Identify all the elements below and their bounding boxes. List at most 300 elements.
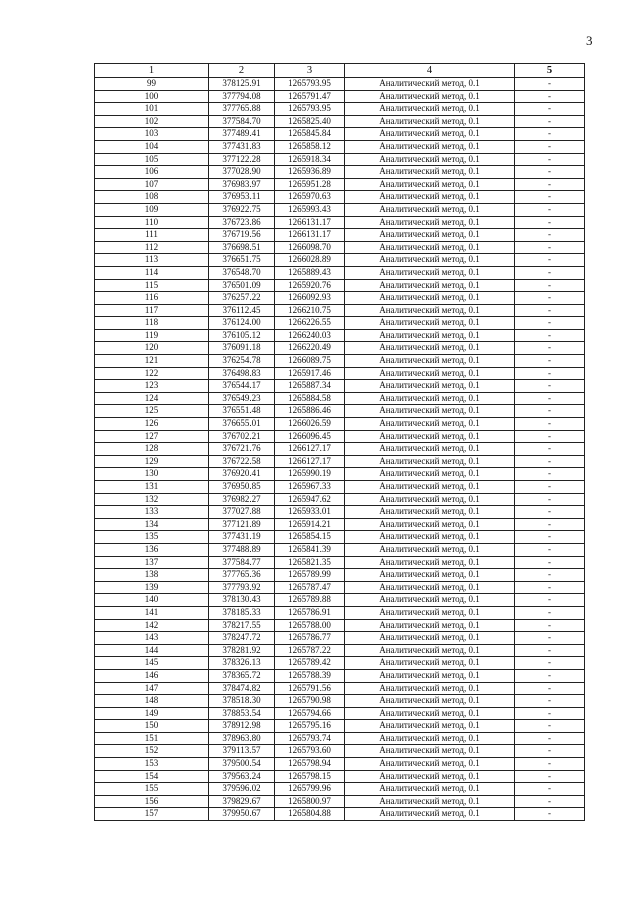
point-number-cell: 141 [95, 606, 209, 619]
y-coordinate-cell: 1265789.88 [275, 594, 345, 607]
extra-cell: - [515, 455, 585, 468]
method-cell: Аналитический метод, 0.1 [345, 203, 515, 216]
x-coordinate-cell: 377028.90 [209, 166, 275, 179]
point-number-cell: 106 [95, 166, 209, 179]
table-row [95, 430, 585, 443]
extra-cell: - [515, 783, 585, 796]
x-coordinate-cell: 377793.92 [209, 581, 275, 594]
x-coordinate-cell: 376655.01 [209, 418, 275, 431]
method-cell: Аналитический метод, 0.1 [345, 594, 515, 607]
point-number-cell: 147 [95, 682, 209, 695]
x-coordinate-cell: 376722.58 [209, 455, 275, 468]
extra-cell: - [515, 732, 585, 745]
x-coordinate-cell: 378130.43 [209, 594, 275, 607]
y-coordinate-cell: 1266028.89 [275, 254, 345, 267]
x-coordinate-cell: 376124.00 [209, 317, 275, 330]
x-coordinate-cell: 376254.78 [209, 355, 275, 368]
point-number-cell: 143 [95, 632, 209, 645]
extra-cell: - [515, 669, 585, 682]
table-body [95, 78, 585, 821]
y-coordinate-cell: 1265821.35 [275, 556, 345, 569]
point-number-cell: 140 [95, 594, 209, 607]
extra-cell: - [515, 682, 585, 695]
method-cell: Аналитический метод, 0.1 [345, 443, 515, 456]
y-coordinate-cell: 1265967.33 [275, 481, 345, 494]
method-cell: Аналитический метод, 0.1 [345, 279, 515, 292]
y-coordinate-cell: 1265804.88 [275, 808, 345, 821]
table-row [95, 229, 585, 242]
table-row [95, 808, 585, 821]
extra-cell: - [515, 707, 585, 720]
extra-cell: - [515, 481, 585, 494]
point-number-cell: 139 [95, 581, 209, 594]
method-cell: Аналитический метод, 0.1 [345, 430, 515, 443]
point-number-cell: 155 [95, 783, 209, 796]
point-number-cell: 114 [95, 266, 209, 279]
extra-cell: - [515, 430, 585, 443]
method-cell: Аналитический метод, 0.1 [345, 166, 515, 179]
extra-cell: - [515, 115, 585, 128]
table-row [95, 241, 585, 254]
extra-cell: - [515, 103, 585, 116]
method-cell: Аналитический метод, 0.1 [345, 531, 515, 544]
extra-cell: - [515, 518, 585, 531]
y-coordinate-cell: 1265993.43 [275, 203, 345, 216]
table-row [95, 103, 585, 116]
method-cell: Аналитический метод, 0.1 [345, 405, 515, 418]
x-coordinate-cell: 376501.09 [209, 279, 275, 292]
method-cell: Аналитический метод, 0.1 [345, 707, 515, 720]
method-cell: Аналитический метод, 0.1 [345, 292, 515, 305]
point-number-cell: 128 [95, 443, 209, 456]
x-coordinate-cell: 376950.85 [209, 481, 275, 494]
y-coordinate-cell: 1266131.17 [275, 229, 345, 242]
table-header [95, 64, 585, 78]
method-cell: Аналитический метод, 0.1 [345, 455, 515, 468]
extra-cell: - [515, 178, 585, 191]
method-cell: Аналитический метод, 0.1 [345, 342, 515, 355]
point-number-cell: 122 [95, 367, 209, 380]
method-cell: Аналитический метод, 0.1 [345, 619, 515, 632]
y-coordinate-cell: 1265798.94 [275, 758, 345, 771]
extra-cell: - [515, 443, 585, 456]
method-cell: Аналитический метод, 0.1 [345, 229, 515, 242]
table-row [95, 418, 585, 431]
point-number-cell: 131 [95, 481, 209, 494]
point-number-cell: 153 [95, 758, 209, 771]
y-coordinate-cell: 1265858.12 [275, 140, 345, 153]
method-cell: Аналитический метод, 0.1 [345, 783, 515, 796]
method-cell: Аналитический метод, 0.1 [345, 745, 515, 758]
table-row [95, 619, 585, 632]
method-cell: Аналитический метод, 0.1 [345, 606, 515, 619]
y-coordinate-cell: 1265845.84 [275, 128, 345, 141]
point-number-cell: 127 [95, 430, 209, 443]
point-number-cell: 130 [95, 468, 209, 481]
x-coordinate-cell: 376719.56 [209, 229, 275, 242]
y-coordinate-cell: 1265884.58 [275, 392, 345, 405]
table-row [95, 644, 585, 657]
method-cell: Аналитический метод, 0.1 [345, 795, 515, 808]
y-coordinate-cell: 1265794.66 [275, 707, 345, 720]
y-coordinate-cell: 1266210.75 [275, 304, 345, 317]
method-cell: Аналитический метод, 0.1 [345, 78, 515, 91]
x-coordinate-cell: 379829.67 [209, 795, 275, 808]
x-coordinate-cell: 377584.70 [209, 115, 275, 128]
method-cell: Аналитический метод, 0.1 [345, 153, 515, 166]
coordinates-table [94, 63, 585, 821]
method-cell: Аналитический метод, 0.1 [345, 128, 515, 141]
extra-cell: - [515, 506, 585, 519]
table-row [95, 292, 585, 305]
table-row [95, 481, 585, 494]
y-coordinate-cell: 1265970.63 [275, 191, 345, 204]
extra-cell: - [515, 695, 585, 708]
x-coordinate-cell: 378365.72 [209, 669, 275, 682]
y-coordinate-cell: 1265917.46 [275, 367, 345, 380]
point-number-cell: 121 [95, 355, 209, 368]
y-coordinate-cell: 1265793.60 [275, 745, 345, 758]
x-coordinate-cell: 376105.12 [209, 329, 275, 342]
x-coordinate-cell: 376112.45 [209, 304, 275, 317]
point-number-cell: 149 [95, 707, 209, 720]
y-coordinate-cell: 1265854.15 [275, 531, 345, 544]
method-cell: Аналитический метод, 0.1 [345, 644, 515, 657]
method-cell: Аналитический метод, 0.1 [345, 657, 515, 670]
point-number-cell: 113 [95, 254, 209, 267]
extra-cell: - [515, 166, 585, 179]
extra-cell: - [515, 720, 585, 733]
y-coordinate-cell: 1265920.76 [275, 279, 345, 292]
extra-cell: - [515, 758, 585, 771]
table-row [95, 317, 585, 330]
extra-cell: - [515, 241, 585, 254]
point-number-cell: 103 [95, 128, 209, 141]
point-number-cell: 150 [95, 720, 209, 733]
table-row [95, 367, 585, 380]
x-coordinate-cell: 376698.51 [209, 241, 275, 254]
method-cell: Аналитический метод, 0.1 [345, 367, 515, 380]
table-row [95, 556, 585, 569]
extra-cell: - [515, 203, 585, 216]
point-number-cell: 111 [95, 229, 209, 242]
point-number-cell: 125 [95, 405, 209, 418]
extra-cell: - [515, 128, 585, 141]
x-coordinate-cell: 378281.92 [209, 644, 275, 657]
method-cell: Аналитический метод, 0.1 [345, 682, 515, 695]
point-number-cell: 119 [95, 329, 209, 342]
table-row [95, 78, 585, 91]
y-coordinate-cell: 1266131.17 [275, 216, 345, 229]
y-coordinate-cell: 1265786.91 [275, 606, 345, 619]
method-cell: Аналитический метод, 0.1 [345, 178, 515, 191]
x-coordinate-cell: 376721.76 [209, 443, 275, 456]
extra-cell: - [515, 531, 585, 544]
extra-cell: - [515, 191, 585, 204]
table-row [95, 342, 585, 355]
method-cell: Аналитический метод, 0.1 [345, 103, 515, 116]
point-number-cell: 118 [95, 317, 209, 330]
column-header-3: 3 [275, 64, 345, 78]
point-number-cell: 136 [95, 543, 209, 556]
method-cell: Аналитический метод, 0.1 [345, 543, 515, 556]
table-row [95, 266, 585, 279]
method-cell: Аналитический метод, 0.1 [345, 770, 515, 783]
table-row [95, 254, 585, 267]
y-coordinate-cell: 1265800.97 [275, 795, 345, 808]
extra-cell: - [515, 569, 585, 582]
extra-cell: - [515, 632, 585, 645]
point-number-cell: 102 [95, 115, 209, 128]
x-coordinate-cell: 376953.11 [209, 191, 275, 204]
method-cell: Аналитический метод, 0.1 [345, 493, 515, 506]
extra-cell: - [515, 493, 585, 506]
table-row [95, 657, 585, 670]
extra-cell: - [515, 418, 585, 431]
point-number-cell: 146 [95, 669, 209, 682]
table-row [95, 329, 585, 342]
table-row [95, 468, 585, 481]
method-cell: Аналитический метод, 0.1 [345, 758, 515, 771]
x-coordinate-cell: 376983.97 [209, 178, 275, 191]
extra-cell: - [515, 795, 585, 808]
extra-cell: - [515, 581, 585, 594]
y-coordinate-cell: 1266096.45 [275, 430, 345, 443]
x-coordinate-cell: 376702.21 [209, 430, 275, 443]
extra-cell: - [515, 216, 585, 229]
table-row [95, 531, 585, 544]
point-number-cell: 108 [95, 191, 209, 204]
method-cell: Аналитический метод, 0.1 [345, 140, 515, 153]
y-coordinate-cell: 1265799.96 [275, 783, 345, 796]
x-coordinate-cell: 377121.89 [209, 518, 275, 531]
point-number-cell: 156 [95, 795, 209, 808]
method-cell: Аналитический метод, 0.1 [345, 808, 515, 821]
y-coordinate-cell: 1266026.59 [275, 418, 345, 431]
extra-cell: - [515, 392, 585, 405]
x-coordinate-cell: 377584.77 [209, 556, 275, 569]
extra-cell: - [515, 266, 585, 279]
extra-cell: - [515, 140, 585, 153]
table-row [95, 493, 585, 506]
x-coordinate-cell: 377488.89 [209, 543, 275, 556]
x-coordinate-cell: 376498.83 [209, 367, 275, 380]
y-coordinate-cell: 1265789.99 [275, 569, 345, 582]
x-coordinate-cell: 376723.86 [209, 216, 275, 229]
x-coordinate-cell: 379563.24 [209, 770, 275, 783]
y-coordinate-cell: 1265990.19 [275, 468, 345, 481]
extra-cell: - [515, 380, 585, 393]
table-row [95, 216, 585, 229]
y-coordinate-cell: 1265788.39 [275, 669, 345, 682]
extra-cell: - [515, 78, 585, 91]
extra-cell: - [515, 808, 585, 821]
point-number-cell: 134 [95, 518, 209, 531]
point-number-cell: 145 [95, 657, 209, 670]
table-row [95, 380, 585, 393]
method-cell: Аналитический метод, 0.1 [345, 581, 515, 594]
point-number-cell: 99 [95, 78, 209, 91]
page-number: 3 [586, 33, 593, 48]
y-coordinate-cell: 1265788.00 [275, 619, 345, 632]
x-coordinate-cell: 377794.08 [209, 90, 275, 103]
point-number-cell: 117 [95, 304, 209, 317]
method-cell: Аналитический метод, 0.1 [345, 518, 515, 531]
point-number-cell: 120 [95, 342, 209, 355]
y-coordinate-cell: 1265889.43 [275, 266, 345, 279]
table-row [95, 594, 585, 607]
y-coordinate-cell: 1265951.28 [275, 178, 345, 191]
extra-cell: - [515, 153, 585, 166]
table-row [95, 720, 585, 733]
x-coordinate-cell: 378185.33 [209, 606, 275, 619]
x-coordinate-cell: 378125.91 [209, 78, 275, 91]
table-row [95, 279, 585, 292]
x-coordinate-cell: 376551.48 [209, 405, 275, 418]
y-coordinate-cell: 1265786.77 [275, 632, 345, 645]
y-coordinate-cell: 1265947.62 [275, 493, 345, 506]
method-cell: Аналитический метод, 0.1 [345, 481, 515, 494]
method-cell: Аналитический метод, 0.1 [345, 732, 515, 745]
extra-cell: - [515, 543, 585, 556]
point-number-cell: 137 [95, 556, 209, 569]
x-coordinate-cell: 376920.41 [209, 468, 275, 481]
method-cell: Аналитический метод, 0.1 [345, 317, 515, 330]
table-row [95, 506, 585, 519]
extra-cell: - [515, 556, 585, 569]
extra-cell: - [515, 606, 585, 619]
method-cell: Аналитический метод, 0.1 [345, 216, 515, 229]
method-cell: Аналитический метод, 0.1 [345, 556, 515, 569]
point-number-cell: 135 [95, 531, 209, 544]
x-coordinate-cell: 376548.70 [209, 266, 275, 279]
x-coordinate-cell: 377122.28 [209, 153, 275, 166]
table-row [95, 455, 585, 468]
y-coordinate-cell: 1265795.16 [275, 720, 345, 733]
table-row [95, 166, 585, 179]
x-coordinate-cell: 378853.54 [209, 707, 275, 720]
extra-cell: - [515, 355, 585, 368]
point-number-cell: 157 [95, 808, 209, 821]
y-coordinate-cell: 1265793.95 [275, 78, 345, 91]
table-row [95, 707, 585, 720]
y-coordinate-cell: 1266092.93 [275, 292, 345, 305]
method-cell: Аналитический метод, 0.1 [345, 304, 515, 317]
x-coordinate-cell: 378912.98 [209, 720, 275, 733]
point-number-cell: 154 [95, 770, 209, 783]
column-header-5: 5 [515, 64, 585, 78]
point-number-cell: 132 [95, 493, 209, 506]
method-cell: Аналитический метод, 0.1 [345, 380, 515, 393]
table-row [95, 128, 585, 141]
method-cell: Аналитический метод, 0.1 [345, 418, 515, 431]
extra-cell: - [515, 342, 585, 355]
method-cell: Аналитический метод, 0.1 [345, 266, 515, 279]
table-row [95, 355, 585, 368]
column-header-4: 4 [345, 64, 515, 78]
point-number-cell: 152 [95, 745, 209, 758]
method-cell: Аналитический метод, 0.1 [345, 468, 515, 481]
y-coordinate-cell: 1266127.17 [275, 443, 345, 456]
table-row [95, 732, 585, 745]
table-row [95, 518, 585, 531]
extra-cell: - [515, 90, 585, 103]
x-coordinate-cell: 376544.17 [209, 380, 275, 393]
table-row [95, 581, 585, 594]
x-coordinate-cell: 377489.41 [209, 128, 275, 141]
table-row [95, 191, 585, 204]
table-row [95, 392, 585, 405]
extra-cell: - [515, 770, 585, 783]
table-row [95, 543, 585, 556]
method-cell: Аналитический метод, 0.1 [345, 695, 515, 708]
extra-cell: - [515, 329, 585, 342]
point-number-cell: 126 [95, 418, 209, 431]
x-coordinate-cell: 377765.36 [209, 569, 275, 582]
point-number-cell: 107 [95, 178, 209, 191]
point-number-cell: 115 [95, 279, 209, 292]
point-number-cell: 112 [95, 241, 209, 254]
point-number-cell: 104 [95, 140, 209, 153]
point-number-cell: 129 [95, 455, 209, 468]
x-coordinate-cell: 377431.19 [209, 531, 275, 544]
x-coordinate-cell: 376651.75 [209, 254, 275, 267]
x-coordinate-cell: 378518.30 [209, 695, 275, 708]
table-row [95, 405, 585, 418]
method-cell: Аналитический метод, 0.1 [345, 720, 515, 733]
extra-cell: - [515, 304, 585, 317]
table-row [95, 569, 585, 582]
point-number-cell: 105 [95, 153, 209, 166]
y-coordinate-cell: 1266127.17 [275, 455, 345, 468]
x-coordinate-cell: 376922.75 [209, 203, 275, 216]
point-number-cell: 109 [95, 203, 209, 216]
table-row [95, 606, 585, 619]
y-coordinate-cell: 1266220.49 [275, 342, 345, 355]
table-row [95, 140, 585, 153]
extra-cell: - [515, 367, 585, 380]
extra-cell: - [515, 317, 585, 330]
y-coordinate-cell: 1265933.01 [275, 506, 345, 519]
point-number-cell: 123 [95, 380, 209, 393]
y-coordinate-cell: 1265790.98 [275, 695, 345, 708]
method-cell: Аналитический метод, 0.1 [345, 392, 515, 405]
table-row [95, 695, 585, 708]
extra-cell: - [515, 292, 585, 305]
extra-cell: - [515, 254, 585, 267]
method-cell: Аналитический метод, 0.1 [345, 355, 515, 368]
table-row [95, 770, 585, 783]
x-coordinate-cell: 376257.22 [209, 292, 275, 305]
method-cell: Аналитический метод, 0.1 [345, 632, 515, 645]
point-number-cell: 138 [95, 569, 209, 582]
y-coordinate-cell: 1265789.42 [275, 657, 345, 670]
x-coordinate-cell: 378963.80 [209, 732, 275, 745]
method-cell: Аналитический метод, 0.1 [345, 506, 515, 519]
table-row [95, 758, 585, 771]
table-row [95, 115, 585, 128]
y-coordinate-cell: 1265787.22 [275, 644, 345, 657]
point-number-cell: 144 [95, 644, 209, 657]
y-coordinate-cell: 1265825.40 [275, 115, 345, 128]
table-row [95, 682, 585, 695]
x-coordinate-cell: 377431.83 [209, 140, 275, 153]
x-coordinate-cell: 376982.27 [209, 493, 275, 506]
method-cell: Аналитический метод, 0.1 [345, 115, 515, 128]
method-cell: Аналитический метод, 0.1 [345, 241, 515, 254]
x-coordinate-cell: 379950.67 [209, 808, 275, 821]
x-coordinate-cell: 379500.54 [209, 758, 275, 771]
